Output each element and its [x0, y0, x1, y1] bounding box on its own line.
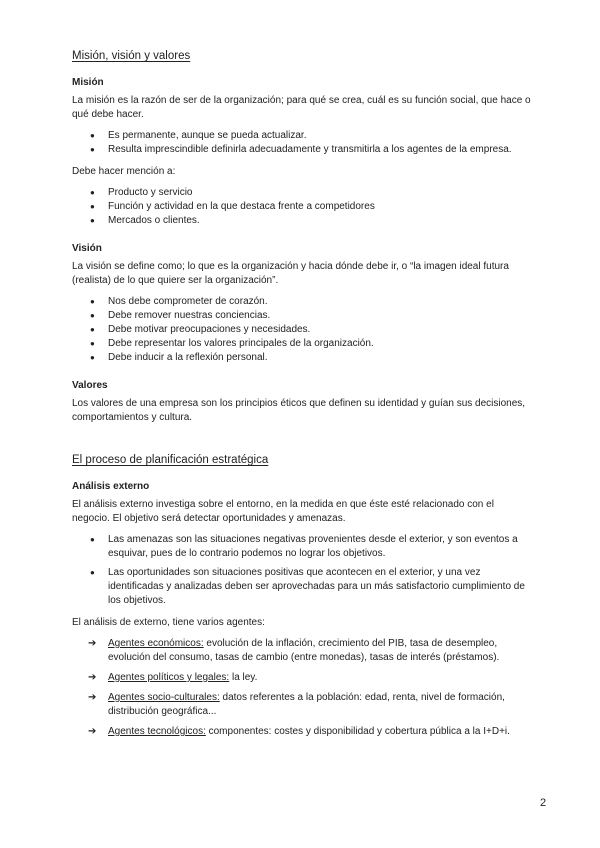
agent-label: Agentes socio-culturales:	[108, 692, 220, 703]
agent-label: Agentes políticos y legales:	[108, 672, 230, 683]
list-item: ● Debe inducir a la reflexión personal.	[108, 351, 534, 365]
arrow-right-icon: ➔	[88, 638, 97, 649]
list-item: ● Debe motivar preocupaciones y necesidades.	[108, 323, 534, 337]
vision-bullet-list	[72, 295, 534, 365]
vision-paragraph: La visión se define como; lo que es la organización y hacia dónde debe ir, o “la imagen ideal futura (realista) de lo que quiere ser la organización”.	[72, 261, 509, 286]
section-title-planificacion: El proceso de planificación estratégica	[72, 454, 269, 466]
heading-analisis-externo: Análisis externo	[72, 481, 150, 492]
list-item: ● Debe remover nuestras conciencias.	[108, 309, 534, 323]
list-item: ● Función y actividad en la que destaca frente a competidores	[108, 200, 534, 214]
agent-label: Agentes económicos:	[108, 638, 204, 649]
agent-item-economicos	[88, 637, 534, 665]
agent-item-tecnologicos	[88, 725, 534, 739]
agent-item-politicos	[88, 671, 534, 685]
agent-text: componentes: costes y disponibilidad y cobertura pública a la I+D+i.	[205, 726, 510, 737]
agent-text: la ley.	[229, 672, 258, 683]
agent-text: evolución de la inflación, crecimiento del PIB, tasa de desempleo, evolución del consumo, tasas de cambio (entre monedas), tasas de interés (préstamos).	[108, 638, 500, 663]
agents-intro: El análisis de externo, tiene varios agentes:	[72, 617, 265, 628]
arrow-right-icon: ➔	[88, 692, 97, 703]
heading-vision: Visión	[72, 243, 102, 254]
agent-text: datos referentes a la población: edad, renta, nivel de formación, distribución geográfica...	[108, 692, 505, 717]
amenazas-oportunidades-list	[72, 533, 534, 608]
agents-arrow-list	[72, 637, 534, 739]
list-item: ● Mercados o clientes.	[108, 214, 534, 228]
mision-bullet-list	[72, 129, 534, 157]
mention-bullet-list	[72, 186, 534, 228]
valores-paragraph: Los valores de una empresa son los principios éticos que definen su identidad y guían sus decisiones, comportamientos y cultura.	[72, 398, 526, 423]
heading-mision: Misión	[72, 77, 104, 88]
page-content	[72, 50, 534, 745]
list-item: ● Las amenazas son las situaciones negativas provenientes desde el exterior, y son eventos a esquivar, pues de lo contrario podemos no lograr los objetivos.	[108, 533, 534, 561]
list-item: ● Las oportunidades son situaciones positivas que acontecen en el exterior, y una vez identificadas y analizadas deben ser aprovechadas para un más satisfactorio cumplimiento de los objetivos.	[108, 566, 534, 608]
agent-item-socio-culturales	[88, 691, 534, 719]
section-spacer	[72, 432, 534, 454]
agent-label: Agentes tecnológicos:	[108, 726, 206, 737]
analisis-externo-paragraph: El análisis externo investiga sobre el entorno, en la medida en que éste esté relacionado con el negocio. El objetivo será detectar oportunidades y amenazas.	[72, 499, 494, 524]
heading-valores: Valores	[72, 380, 108, 391]
arrow-right-icon: ➔	[88, 726, 97, 737]
page-number: 2	[540, 797, 547, 809]
list-item: ● Nos debe comprometer de corazón.	[108, 295, 534, 309]
mision-paragraph: La misión es la razón de ser de la organización; para qué se crea, cuál es su función social, que hace o qué debe hacer.	[72, 95, 531, 120]
list-item: ● Debe representar los valores principales de la organización.	[108, 337, 534, 351]
arrow-right-icon: ➔	[88, 672, 97, 683]
list-item: ● Resulta imprescindible definirla adecuadamente y transmitirla a los agentes de la empresa.	[108, 143, 534, 157]
list-item: ● Es permanente, aunque se pueda actualizar.	[108, 129, 534, 143]
mention-intro: Debe hacer mención a:	[72, 166, 176, 177]
list-item: ● Producto y servicio	[108, 186, 534, 200]
section-title-mision-vision-valores: Misión, visión y valores	[72, 50, 191, 62]
